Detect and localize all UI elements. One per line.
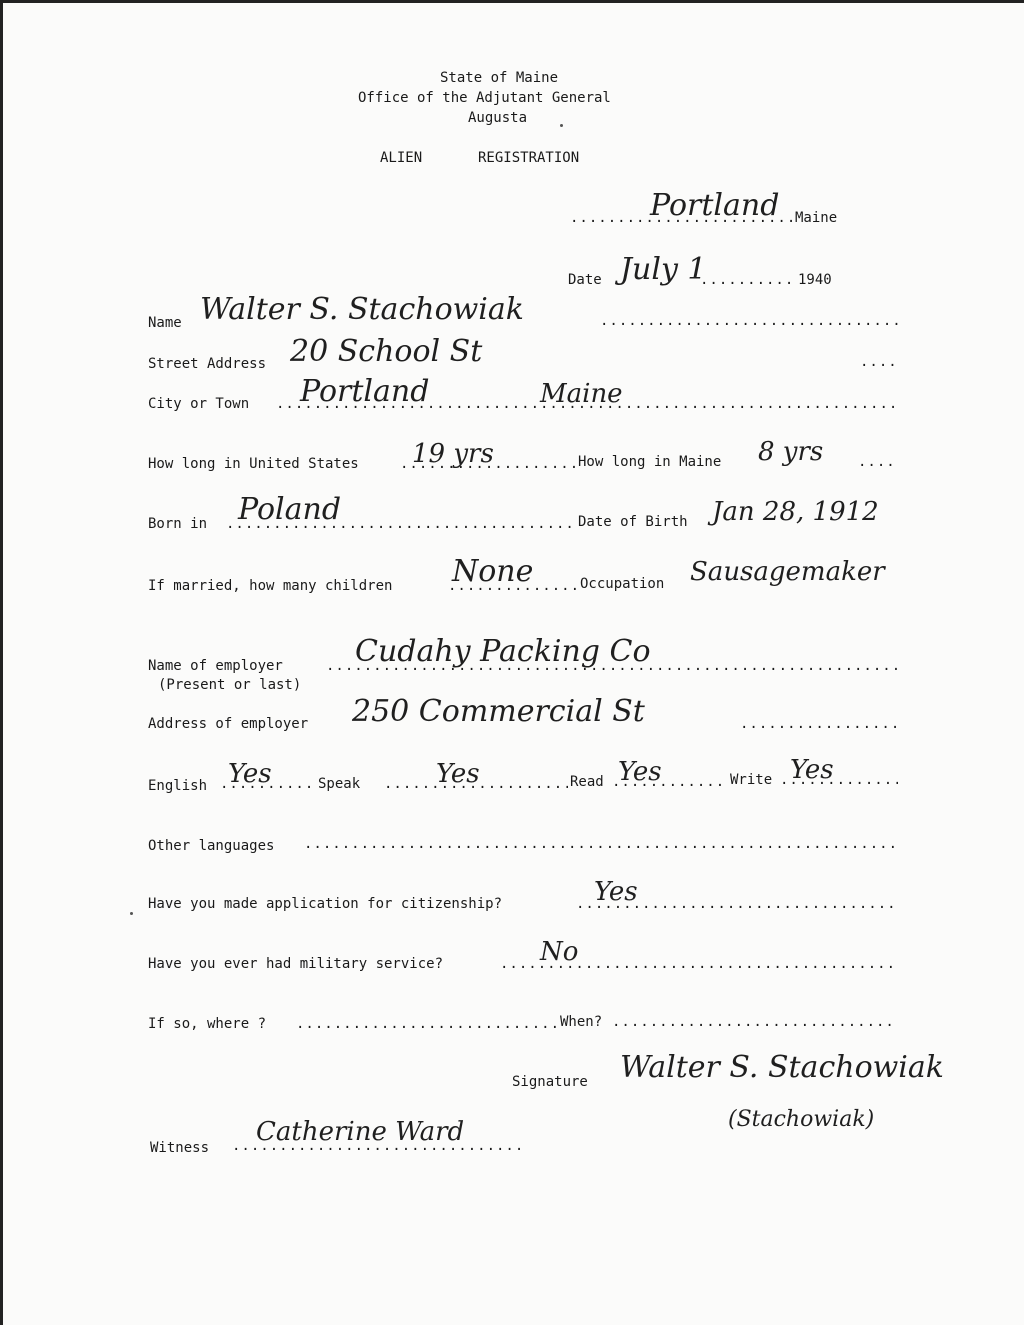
when-label: When? — [560, 1014, 603, 1030]
header-city: Augusta — [468, 110, 528, 126]
date-dots — [700, 272, 796, 288]
date-year: 1940 — [798, 272, 832, 288]
read-value: Yes — [618, 757, 662, 787]
children-label: If married, how many children — [148, 578, 393, 594]
date-value: July 1 — [620, 252, 707, 287]
witness-value: Catherine Ward — [256, 1117, 465, 1147]
header-state: State of Maine — [440, 70, 559, 86]
where-dots — [296, 1016, 558, 1032]
citizenship-value: Yes — [594, 877, 638, 907]
employer-address-label: Address of employer — [148, 716, 309, 732]
employer-address-dots — [740, 716, 898, 732]
maine-length-value: 8 yrs — [758, 437, 824, 467]
form-title-registration: REGISTRATION — [478, 150, 580, 166]
employer-label: Name of employer — [148, 658, 283, 674]
dob-value: Jan 28, 1912 — [712, 497, 879, 527]
maine-length-label: How long in Maine — [578, 454, 722, 470]
employer-value: Cudahy Packing Co — [355, 634, 651, 669]
scan-edge-left — [0, 0, 3, 1325]
write-value: Yes — [790, 755, 834, 785]
other-languages-dots — [304, 836, 898, 852]
speak-label: Speak — [318, 776, 361, 792]
children-value: None — [452, 554, 534, 589]
witness-label: Witness — [150, 1140, 210, 1156]
english-label: English — [148, 778, 208, 794]
when-dots — [612, 1014, 898, 1030]
name-value: Walter S. Stachowiak — [200, 292, 524, 327]
dob-label: Date of Birth — [578, 514, 688, 530]
city-value: Portland — [300, 374, 430, 409]
military-label: Have you ever had military service? — [148, 956, 444, 972]
military-value: No — [540, 937, 579, 967]
maine-length-dots — [858, 454, 898, 470]
where-label: If so, where ? — [148, 1016, 267, 1032]
us-length-label: How long in United States — [148, 456, 359, 472]
city-value-state: Maine — [540, 379, 623, 409]
date-label: Date — [568, 272, 602, 288]
us-length-value: 19 yrs — [412, 439, 494, 469]
other-languages-label: Other languages — [148, 838, 275, 854]
read-label: Read — [570, 774, 604, 790]
signature-note: (Stachowiak) — [728, 1107, 875, 1132]
place-value: Portland — [650, 188, 780, 223]
scan-speck — [560, 124, 563, 127]
employer-address-value: 250 Commercial St — [352, 694, 645, 729]
header-office: Office of the Adjutant General — [358, 90, 611, 106]
scan-edge-top — [0, 0, 1024, 3]
place-suffix: Maine — [795, 210, 838, 226]
form-title-alien: ALIEN — [380, 150, 423, 166]
street-value: 20 School St — [290, 334, 483, 369]
born-value: Poland — [238, 492, 342, 527]
street-dots — [860, 354, 898, 370]
born-label: Born in — [148, 516, 208, 532]
signature-label: Signature — [512, 1074, 588, 1090]
english-value: Yes — [228, 759, 272, 789]
signature-value: Walter S. Stachowiak — [620, 1050, 944, 1085]
name-label: Name — [148, 315, 182, 331]
occupation-value: Sausagemaker — [690, 557, 885, 587]
street-label: Street Address — [148, 356, 267, 372]
scan-speck — [130, 912, 133, 915]
citizenship-label: Have you made application for citizenship? — [148, 896, 503, 912]
write-label: Write — [730, 772, 773, 788]
name-dots — [600, 313, 898, 329]
occupation-label: Occupation — [580, 576, 665, 592]
speak-value: Yes — [436, 759, 480, 789]
city-label: City or Town — [148, 396, 250, 412]
employer-sublabel: (Present or last) — [158, 677, 302, 693]
